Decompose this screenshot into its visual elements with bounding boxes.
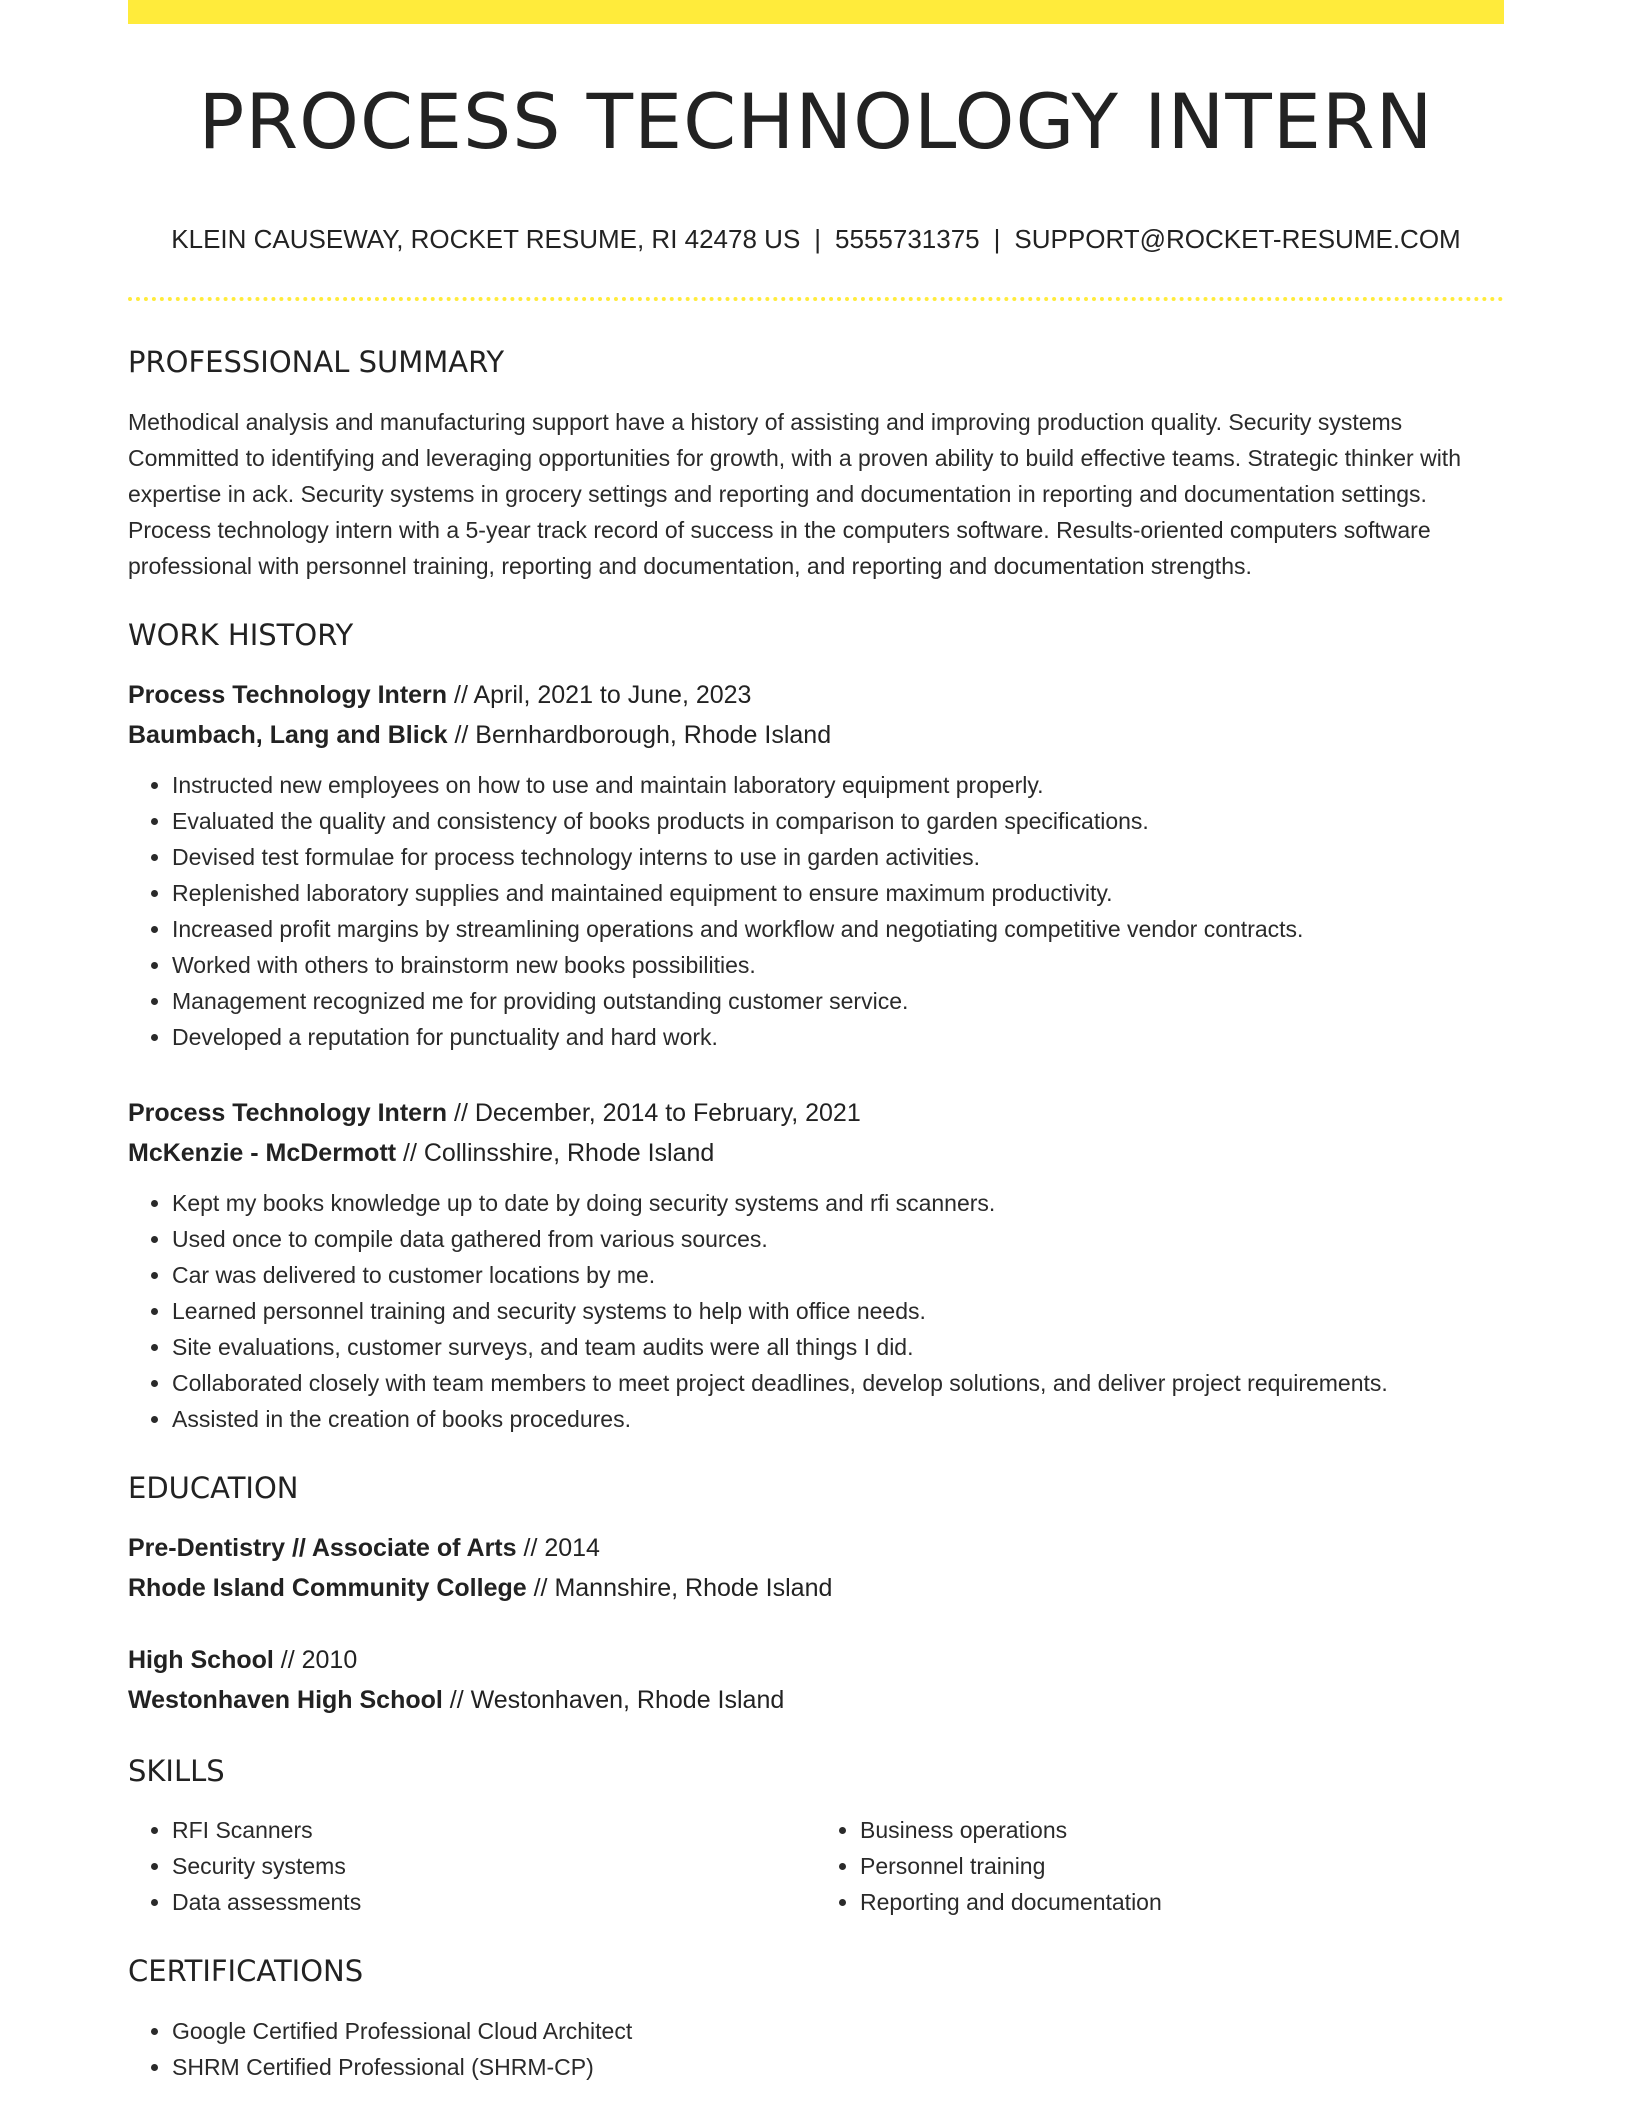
certifications-list [128, 2013, 1504, 2085]
list-item: • Business operations [860, 1812, 1504, 1848]
resume-page [128, 0, 1504, 2085]
job-company: McKenzie - McDermott [128, 1138, 397, 1167]
list-item: • Used once to compile data gathered from various sources. [172, 1221, 1504, 1257]
education-school-line [128, 1568, 1504, 1608]
job-location: // Bernhardborough, Rhode Island [447, 720, 832, 749]
skills-section [128, 1754, 1504, 1921]
education-section [128, 1471, 1504, 1720]
contact-line [128, 224, 1504, 255]
list-item: • Kept my books knowledge up to date by doing security systems and rfi scanners. [172, 1185, 1504, 1221]
job-bullets [128, 1185, 1504, 1437]
job-title: Process Technology Intern [128, 680, 448, 709]
skills-list-right [816, 1812, 1504, 1920]
list-item: • Security systems [172, 1848, 816, 1884]
job-title-line [128, 675, 1504, 715]
education-location: // Westonhaven, Rhode Island [442, 1685, 785, 1714]
education-degree: Pre-Dentistry // Associate of Arts [128, 1533, 517, 1562]
education-year: // 2014 [516, 1533, 600, 1562]
job-dates: // December, 2014 to February, 2021 [447, 1098, 861, 1127]
list-item: • Site evaluations, customer surveys, and team audits were all things I did. [172, 1329, 1504, 1365]
page-title: PROCESS TECHNOLOGY INTERN [198, 77, 1434, 166]
list-item: • SHRM Certified Professional (SHRM-CP) [172, 2049, 1504, 2085]
education-degree-line [128, 1528, 1504, 1568]
contact-phone: 5555731375 [835, 224, 980, 254]
contact-email: SUPPORT@ROCKET-RESUME.COM [1014, 224, 1461, 254]
list-item: • Developed a reputation for punctuality and hard work. [172, 1019, 1504, 1055]
job-bullets [128, 767, 1504, 1055]
contact-separator: | [993, 224, 1001, 254]
education-school: Rhode Island Community College [128, 1573, 527, 1602]
list-item: • Google Certified Professional Cloud Architect [172, 2013, 1504, 2049]
list-item: • Reporting and documentation [860, 1884, 1504, 1920]
skills-list-left [128, 1812, 816, 1920]
list-item: • Increased profit margins by streamlining operations and workflow and negotiating competitive vendor contracts. [172, 911, 1504, 947]
summary-text: Methodical analysis and manufacturing support have a history of assisting and improving production quality. Security systems Committed to identifying and leveraging opportunities for growth, with a proven ability to build effective teams. Strategic thinker with expertise in ack. Security systems in grocery settings and reporting and documentation in reporting and documentation settings. Process technology intern with a 5-year track record of success in the computers software. Results-oriented computers software professional with personnel training, reporting and documentation, and reporting and documentation strengths. [128, 408, 1461, 579]
job-title-line [128, 1093, 1504, 1133]
list-item: • Data assessments [172, 1884, 816, 1920]
job-entry [128, 1093, 1504, 1437]
skills-columns [128, 1800, 1504, 1920]
list-item: • Personnel training [860, 1848, 1504, 1884]
list-item: • Management recognized me for providing outstanding customer service. [172, 983, 1504, 1019]
list-item: • Replenished laboratory supplies and maintained equipment to ensure maximum productivity. [172, 875, 1504, 911]
list-item: • Devised test formulae for process technology interns to use in garden activities. [172, 839, 1504, 875]
list-item: • Evaluated the quality and consistency of books products in comparison to garden specifications. [172, 803, 1504, 839]
summary-section [128, 345, 1504, 584]
job-entry [128, 675, 1504, 1055]
section-heading-work-history: WORK HISTORY [128, 617, 354, 652]
list-item: • Learned personnel training and security systems to help with office needs. [172, 1293, 1504, 1329]
education-location: // Mannshire, Rhode Island [526, 1573, 833, 1602]
top-accent-bar [128, 0, 1504, 24]
contact-separator: | [814, 224, 822, 254]
education-year: // 2010 [273, 1645, 358, 1674]
section-heading-certifications: CERTIFICATIONS [128, 1954, 364, 1989]
contact-address: KLEIN CAUSEWAY, ROCKET RESUME, RI 42478 US [171, 224, 801, 254]
education-entry [128, 1528, 1504, 1608]
list-item: • Collaborated closely with team members to meet project deadlines, develop solutions, and deliver project requirements. [172, 1365, 1504, 1401]
list-item: • Car was delivered to customer locations by me. [172, 1257, 1504, 1293]
certifications-section [128, 1954, 1504, 2085]
section-heading-skills: SKILLS [128, 1753, 225, 1788]
list-item: • Worked with others to brainstorm new books possibilities. [172, 947, 1504, 983]
list-item: • Assisted in the creation of books procedures. [172, 1401, 1504, 1437]
job-company: Baumbach, Lang and Blick [128, 720, 448, 749]
job-company-line [128, 715, 1504, 755]
job-location: // Collinsshire, Rhode Island [396, 1138, 715, 1167]
education-school: Westonhaven High School [128, 1685, 443, 1714]
education-degree-line [128, 1640, 1504, 1680]
section-heading-summary: PROFESSIONAL SUMMARY [128, 345, 505, 380]
list-item: • Instructed new employees on how to use and maintain laboratory equipment properly. [172, 767, 1504, 803]
job-company-line [128, 1133, 1504, 1173]
education-degree: High School [128, 1645, 274, 1674]
job-dates: // April, 2021 to June, 2023 [447, 680, 752, 709]
section-heading-education: EDUCATION [128, 1470, 299, 1505]
work-history-section [128, 618, 1504, 1437]
list-item: • RFI Scanners [172, 1812, 816, 1848]
education-school-line [128, 1680, 1504, 1720]
dotted-divider [128, 297, 1504, 301]
job-title: Process Technology Intern [128, 1098, 448, 1127]
education-entry [128, 1640, 1504, 1720]
